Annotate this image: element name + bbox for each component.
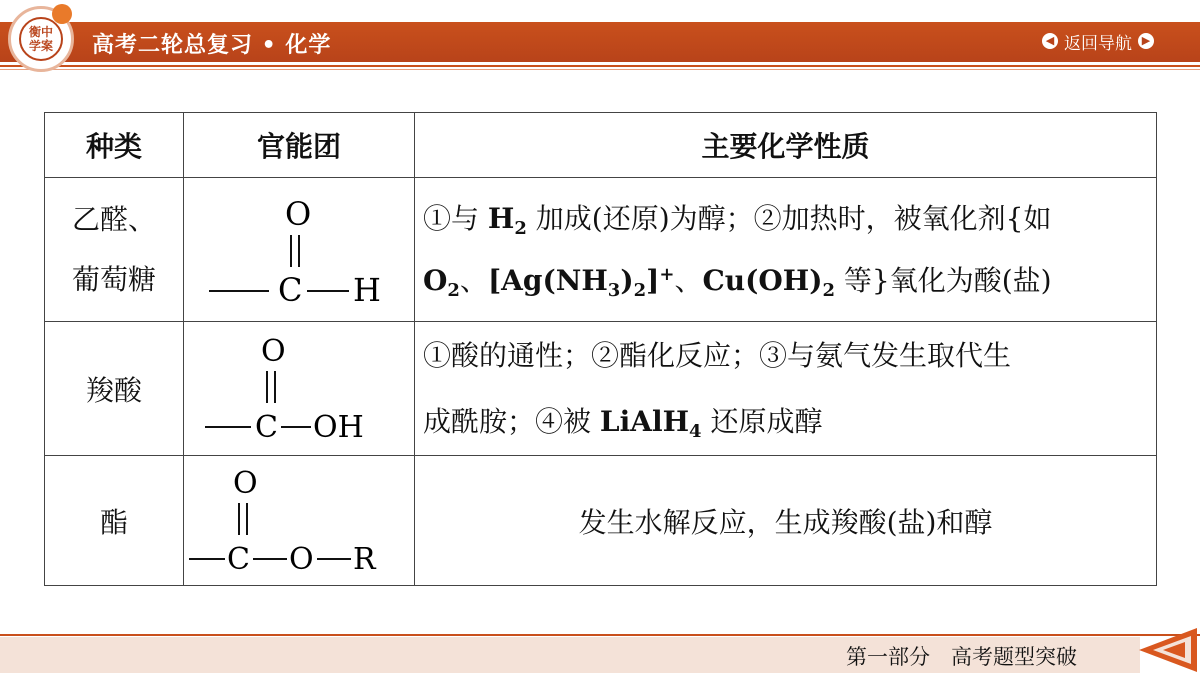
footer-arrow-icon: [1135, 626, 1199, 674]
table-row: [45, 456, 1157, 586]
structure-atom-o: O: [261, 333, 286, 369]
page-title: 高考二轮总复习 • 化学: [92, 33, 332, 58]
structure-atom-o: O: [289, 541, 314, 577]
header-properties: 主要化学性质: [415, 113, 1157, 178]
structure-hydroxyl: OH: [313, 409, 364, 445]
structure-atom-c: C: [278, 270, 303, 309]
structure-atom-c: C: [227, 541, 250, 577]
header-divider-thin: [0, 69, 1200, 70]
cell-kind: [45, 178, 184, 322]
kind-aldehyde: 乙醛、: [71, 202, 156, 236]
structure-atom-r: R: [353, 541, 376, 577]
footer-section-label: 第一部分 高考题型突破: [846, 645, 1077, 669]
cell-properties: [415, 178, 1157, 322]
logo-text: 衡中学案: [28, 25, 53, 53]
structure-atom-o: O: [233, 465, 258, 501]
functional-group-table: [44, 112, 1157, 586]
properties-acid-line2-end: 还原成醇: [701, 404, 823, 438]
structure-atom-o: O: [285, 194, 312, 233]
properties-aldehyde-line1: ①与 $H_2$ 加成(还原)为醇；②加热时，被氧化剂{如: [423, 201, 1052, 239]
kind-glucose: 葡萄糖: [71, 262, 156, 296]
header-functional-group: 官能团: [184, 113, 415, 178]
aldehyde-group-structure: [199, 185, 399, 315]
cell-functional-group: [184, 456, 415, 586]
cell-kind: 羧酸: [45, 322, 184, 456]
structure-atom-c: C: [255, 409, 278, 445]
header-kind: 种类: [45, 113, 184, 178]
properties-acid-line2: 成酰胺；④被 LiAlH$_4$ 还原成醇: [423, 404, 823, 442]
cell-properties: [415, 322, 1157, 456]
carboxyl-group-structure: [199, 327, 399, 451]
cell-kind: 酯: [45, 456, 184, 586]
header-divider: [0, 65, 1200, 67]
cell-functional-group: [184, 322, 415, 456]
table-header-row: [45, 113, 1157, 178]
properties-acid-line1: ①酸的通性；②酯化反应；③与氨气发生取代生: [423, 338, 1012, 372]
properties-aldehyde-line2: $O_2$、$[Ag(NH_3)_2]^+$、$Cu(OH)_2$ 等}氧化为酸(盐): [423, 263, 1052, 301]
footer-divider: [0, 634, 1200, 636]
back-navigation-label: 返回导航: [1064, 33, 1132, 54]
arrow-right-icon[interactable]: ▶: [1138, 33, 1154, 49]
properties-acid-line2-start: 成酰胺；④被: [423, 404, 600, 438]
back-navigation-button[interactable]: [1042, 30, 1154, 52]
arrow-left-icon[interactable]: ◀: [1042, 33, 1058, 49]
ester-group-structure: [189, 459, 409, 583]
logo-dot-decoration: [52, 4, 72, 24]
logo-ring: [19, 17, 63, 61]
cell-functional-group: [184, 178, 415, 322]
structure-atom-h: H: [353, 270, 381, 309]
cell-properties: 发生水解反应，生成羧酸(盐)和醇: [415, 456, 1157, 586]
table-row: [45, 178, 1157, 322]
table-row: [45, 322, 1157, 456]
